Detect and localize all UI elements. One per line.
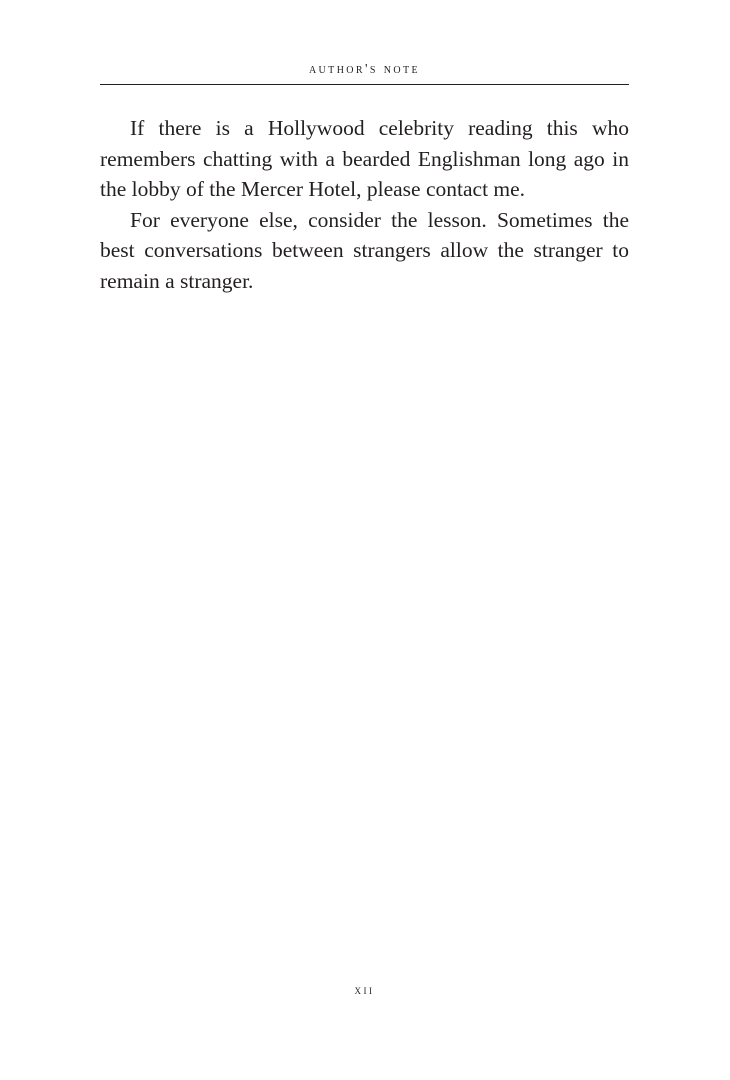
- paragraph: For everyone else, consider the lesson. Sometimes the best conversations between strangers allow the stranger to remain a stranger.: [100, 207, 629, 293]
- page-number: xii: [354, 982, 375, 997]
- running-head: author's note: [308, 62, 421, 77]
- body-text: [100, 113, 629, 296]
- header-rule: [100, 84, 629, 85]
- paragraph: If there is a Hollywood celebrity reading this who remembers chatting with a bearded Englishman long ago in the lobby of the Mercer Hotel, please contact me.: [100, 116, 629, 201]
